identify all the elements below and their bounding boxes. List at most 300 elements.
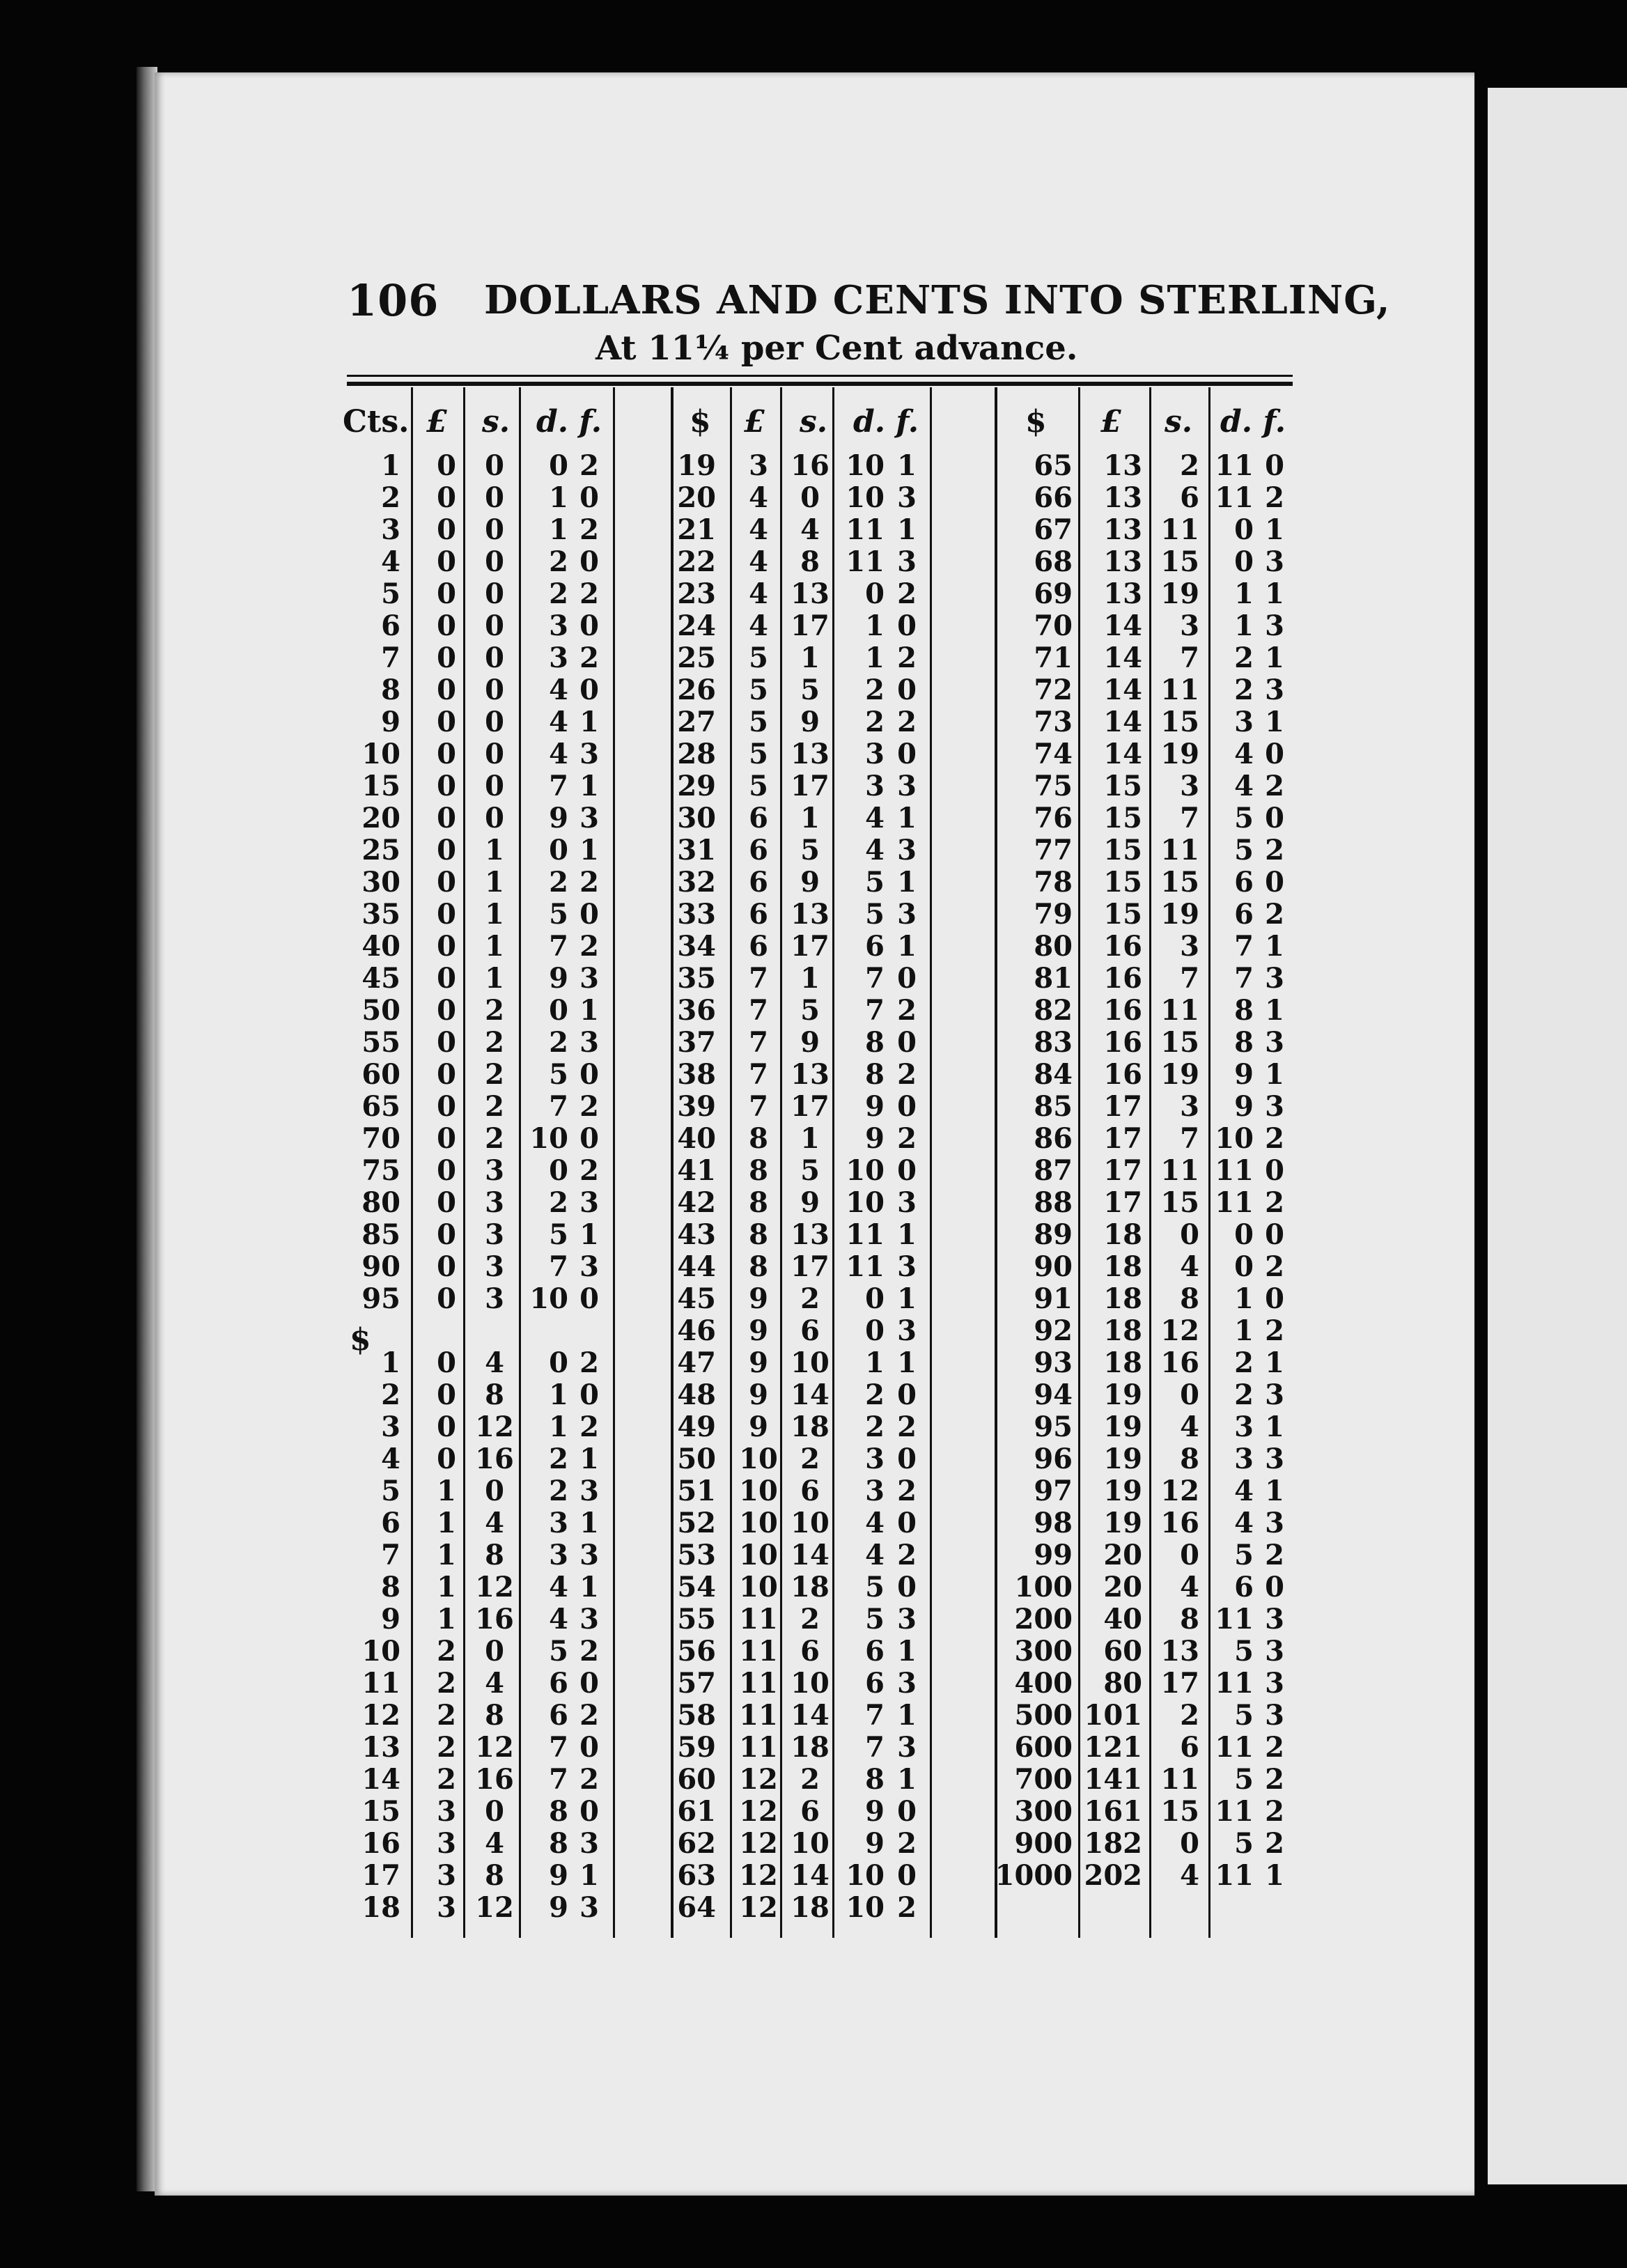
farthing-cell: 0 [1265,1218,1284,1251]
dollar-cell: 56 [677,1635,716,1668]
farthing-cell: 1 [1265,1058,1284,1091]
pound-cell: 4 [749,545,768,578]
pound-cell: 6 [749,802,768,834]
pence-cell: 9 [1234,1058,1254,1091]
page-number: 106 [347,275,439,326]
farthing-cell: 2 [1265,1122,1284,1155]
pound-cell: 18 [1103,1346,1142,1379]
shilling-cell: 4 [1180,1411,1199,1443]
pound-cell: 7 [749,1058,768,1091]
pence-cell: 9 [1234,1090,1254,1123]
cents-cell: 70 [361,1122,400,1155]
pound-cell: 15 [1103,834,1142,867]
pound-cell: 19 [1103,1443,1142,1475]
farthing-cell: 3 [579,962,599,995]
pound-cell: 0 [437,1250,456,1283]
dollar-cell: 700 [1014,1763,1073,1796]
cents-cell: 65 [361,1090,400,1123]
cents-cell: 6 [381,609,400,642]
dollar-cell: 60 [677,1763,716,1796]
cents-cell: 14 [361,1763,400,1796]
cents-cell: 8 [381,674,400,706]
pence-cell: 3 [549,642,568,674]
pence-cell: 6 [549,1699,568,1732]
shilling-cell: 3 [485,1186,504,1219]
dollar-cell: 94 [1034,1378,1073,1411]
farthing-cell: 1 [1265,1346,1284,1379]
shilling-cell: 2 [800,1763,820,1796]
cents-cell: 5 [381,577,400,610]
pence-cell: 11 [846,1218,885,1251]
farthing-cell: 3 [1265,1699,1284,1732]
pound-cell: 0 [437,738,456,770]
dollar-cell: 300 [1014,1795,1073,1828]
shilling-cell: 14 [791,1859,830,1892]
pound-cell: 3 [437,1891,456,1924]
dollar-cell: 43 [677,1218,716,1251]
shilling-cell: 13 [791,738,830,770]
farthing-cell: 3 [897,545,917,578]
pound-cell: 0 [437,545,456,578]
dollar-cell: 29 [677,770,716,802]
pence-cell: 7 [549,770,568,802]
farthing-cell: 2 [579,577,599,610]
farthing-cell: 1 [579,1218,599,1251]
pence-cell: 9 [865,1827,885,1860]
pound-cell: 0 [437,866,456,899]
dollar-cell: 23 [677,577,716,610]
shilling-cell: 16 [475,1763,514,1796]
pound-cell: 0 [437,706,456,738]
shilling-cell: 1 [800,642,820,674]
dollar-cell: 84 [1034,1058,1073,1091]
farthing-cell: 2 [897,994,917,1027]
pound-cell: 8 [749,1122,768,1155]
farthing-cell: 0 [579,898,599,931]
pound-cell: 5 [749,642,768,674]
dollar-cell: 24 [677,609,716,642]
farthing-cell: 2 [579,1346,599,1379]
dollar-cell: 70 [1034,609,1073,642]
dollar-cell: 89 [1034,1218,1073,1251]
pound-cell: 17 [1103,1090,1142,1123]
pound-cell: 12 [739,1763,778,1796]
pence-cell: 4 [865,834,885,867]
pound-cell: 6 [749,898,768,931]
cents-cell: 40 [361,930,400,963]
dollar-cell: 87 [1034,1154,1073,1187]
pound-cell: 80 [1103,1667,1142,1700]
dollar-cell: 93 [1034,1346,1073,1379]
shilling-cell: 0 [485,642,504,674]
shilling-cell: 0 [485,577,504,610]
pence-cell: 8 [549,1827,568,1860]
shilling-cell: 5 [800,994,820,1027]
pence-cell: 9 [865,1090,885,1123]
shilling-cell: 2 [1180,449,1199,482]
farthing-cell: 3 [897,1314,917,1347]
dollar-cell: 47 [677,1346,716,1379]
shilling-cell: 11 [1160,994,1199,1027]
pound-cell: 11 [739,1667,778,1700]
shilling-cell: 0 [485,802,504,834]
pound-cell: 4 [749,513,768,546]
shilling-cell: 16 [475,1603,514,1636]
farthing-cell: 1 [897,1218,917,1251]
pound-cell: 182 [1084,1827,1142,1860]
pence-cell: 1 [865,1346,885,1379]
pound-cell: 5 [749,706,768,738]
header-dollar: $ [1025,404,1047,440]
pound-cell: 8 [749,1218,768,1251]
shilling-cell: 0 [485,738,504,770]
farthing-cell: 2 [897,1475,917,1507]
cents-cell: 2 [381,1378,400,1411]
dollar-cell: 58 [677,1699,716,1732]
page-title: DOLLARS AND CENTS INTO STERLING, [484,277,1391,323]
dollar-cell: 31 [677,834,716,867]
farthing-cell: 0 [1265,1154,1284,1187]
pence-cell: 0 [549,1346,568,1379]
pound-cell: 7 [749,1090,768,1123]
pence-cell: 4 [865,802,885,834]
pound-cell: 5 [749,738,768,770]
shilling-cell: 3 [1180,930,1199,963]
dollar-cell: 51 [677,1475,716,1507]
shilling-cell: 8 [485,1539,504,1571]
pound-cell: 9 [749,1378,768,1411]
dollar-cell: 85 [1034,1090,1073,1123]
pound-cell: 3 [437,1827,456,1860]
shilling-cell: 19 [1160,1058,1199,1091]
pence-cell: 4 [549,674,568,706]
pence-cell: 6 [865,930,885,963]
pound-cell: 13 [1103,577,1142,610]
dollar-cell: 92 [1034,1314,1073,1347]
dollar-cell: 67 [1034,513,1073,546]
cents-cell: 2 [381,481,400,514]
cents-cell: 4 [381,545,400,578]
dollar-cell: 79 [1034,898,1073,931]
pence-cell: 1 [1234,609,1254,642]
pound-cell: 8 [749,1250,768,1283]
dollar-cell: 75 [1034,770,1073,802]
pound-cell: 15 [1103,866,1142,899]
pound-cell: 5 [749,770,768,802]
shilling-cell: 0 [485,1475,504,1507]
farthing-cell: 2 [579,866,599,899]
pence-cell: 1 [549,1411,568,1443]
pound-cell: 18 [1103,1218,1142,1251]
pound-cell: 0 [437,642,456,674]
cents-cell: 3 [381,513,400,546]
pound-cell: 0 [437,930,456,963]
shilling-cell: 3 [485,1154,504,1187]
pound-cell: 10 [739,1443,778,1475]
farthing-cell: 2 [579,1635,599,1668]
farthing-cell: 2 [1265,481,1284,514]
pence-cell: 0 [549,994,568,1027]
pence-cell: 5 [1234,834,1254,867]
farthing-cell: 2 [579,1154,599,1187]
pence-cell: 3 [549,1539,568,1571]
cents-cell: 35 [361,898,400,931]
pence-cell: 0 [549,834,568,867]
pence-cell: 6 [1234,898,1254,931]
dollar-cell: 88 [1034,1186,1073,1219]
shilling-cell: 13 [791,1058,830,1091]
pound-cell: 60 [1103,1635,1142,1668]
farthing-cell: 1 [897,513,917,546]
farthing-cell: 0 [579,481,599,514]
shilling-cell: 0 [485,770,504,802]
pence-cell: 6 [1234,1571,1254,1603]
pound-cell: 1 [437,1571,456,1603]
pound-cell: 101 [1084,1699,1142,1732]
farthing-cell: 2 [897,1891,917,1924]
dollar-cell: 500 [1014,1699,1073,1732]
pence-cell: 1 [549,481,568,514]
pound-cell: 0 [437,1058,456,1091]
pound-cell: 16 [1103,1058,1142,1091]
shilling-cell: 2 [800,1443,820,1475]
pound-cell: 12 [739,1827,778,1860]
pence-cell: 10 [529,1122,568,1155]
shilling-cell: 0 [485,513,504,546]
farthing-cell: 2 [897,642,917,674]
pound-cell: 9 [749,1411,768,1443]
pound-cell: 2 [437,1667,456,1700]
shilling-cell: 18 [791,1411,830,1443]
pound-cell: 11 [739,1635,778,1668]
pound-cell: 0 [437,609,456,642]
pound-cell: 17 [1103,1122,1142,1155]
farthing-cell: 0 [897,1026,917,1059]
pence-cell: 3 [1234,1411,1254,1443]
shilling-cell: 6 [1180,481,1199,514]
dollar-cell: 33 [677,898,716,931]
shilling-cell: 2 [485,1058,504,1091]
header-pence-farthing: d. f. [536,404,602,440]
pound-cell: 0 [437,1186,456,1219]
dollar-cell: 35 [677,962,716,995]
pence-cell: 7 [865,962,885,995]
pound-cell: 8 [749,1154,768,1187]
shilling-cell: 15 [1160,706,1199,738]
farthing-cell: 2 [579,930,599,963]
pound-cell: 0 [437,770,456,802]
pound-cell: 10 [739,1571,778,1603]
pence-cell: 7 [549,1250,568,1283]
farthing-cell: 2 [897,1827,917,1860]
cents-cell: 9 [381,1603,400,1636]
shilling-cell: 8 [485,1699,504,1732]
cents-cell: 8 [381,1571,400,1603]
pound-cell: 0 [437,834,456,867]
pence-cell: 5 [549,1218,568,1251]
dollar-cell: 52 [677,1507,716,1539]
pence-cell: 0 [865,1282,885,1315]
farthing-cell: 2 [1265,834,1284,867]
cents-cell: 80 [361,1186,400,1219]
pound-cell: 0 [437,481,456,514]
dollar-cell: 86 [1034,1122,1073,1155]
shilling-cell: 4 [485,1346,504,1379]
dollar-cell: 55 [677,1603,716,1636]
shilling-cell: 3 [1180,609,1199,642]
farthing-cell: 0 [1265,866,1284,899]
pence-cell: 11 [1215,1859,1254,1892]
farthing-cell: 0 [579,1795,599,1828]
shilling-cell: 3 [485,1218,504,1251]
farthing-cell: 0 [579,1058,599,1091]
farthing-cell: 3 [579,802,599,834]
shilling-cell: 13 [791,1218,830,1251]
cents-cell: 13 [361,1731,400,1764]
shilling-cell: 17 [791,609,830,642]
pound-cell: 0 [437,1154,456,1187]
pence-cell: 2 [549,866,568,899]
shilling-cell: 4 [485,1507,504,1539]
farthing-cell: 3 [1265,1378,1284,1411]
pence-cell: 0 [1234,1218,1254,1251]
shilling-cell: 0 [485,481,504,514]
pound-cell: 141 [1084,1763,1142,1796]
pound-cell: 11 [739,1731,778,1764]
shilling-cell: 0 [485,609,504,642]
header-dollar: $ [690,404,711,440]
dollar-cell: 37 [677,1026,716,1059]
shilling-cell: 4 [1180,1250,1199,1283]
cents-cell: 50 [361,994,400,1027]
dollar-cell: 61 [677,1795,716,1828]
farthing-cell: 0 [1265,738,1284,770]
farthing-cell: 3 [579,1827,599,1860]
pence-cell: 1 [549,513,568,546]
pound-cell: 12 [739,1891,778,1924]
pence-cell: 8 [865,1026,885,1059]
pound-cell: 7 [749,1026,768,1059]
pence-cell: 4 [1234,1475,1254,1507]
farthing-cell: 2 [579,1090,599,1123]
farthing-cell: 0 [579,609,599,642]
dollar-cell: 68 [1034,545,1073,578]
pence-cell: 4 [549,1571,568,1603]
dollar-cell: 32 [677,866,716,899]
shilling-cell: 2 [485,1090,504,1123]
dollar-cell: 1000 [995,1859,1073,1892]
header-shilling: s. [482,404,511,440]
farthing-cell: 2 [579,1411,599,1443]
farthing-cell: 1 [579,1571,599,1603]
pence-cell: 7 [549,1090,568,1123]
farthing-cell: 1 [1265,930,1284,963]
farthing-cell: 1 [897,1763,917,1796]
cents-cell: 15 [361,1795,400,1828]
farthing-cell: 2 [897,1411,917,1443]
pence-cell: 1 [549,1378,568,1411]
shilling-cell: 0 [485,674,504,706]
pound-cell: 20 [1103,1539,1142,1571]
farthing-cell: 3 [1265,545,1284,578]
farthing-cell: 3 [897,481,917,514]
pence-cell: 10 [846,1891,885,1924]
page-subtitle: At 11¼ per Cent advance. [595,329,1078,368]
shilling-cell: 19 [1160,738,1199,770]
shilling-cell: 0 [485,706,504,738]
pence-cell: 5 [549,1058,568,1091]
farthing-cell: 3 [897,770,917,802]
shilling-cell: 14 [791,1378,830,1411]
shilling-cell: 1 [800,962,820,995]
pence-cell: 2 [549,545,568,578]
farthing-cell: 3 [897,898,917,931]
pence-cell: 5 [1234,1699,1254,1732]
pound-cell: 0 [437,1346,456,1379]
pence-cell: 9 [865,1122,885,1155]
header-rule-thick [347,382,1293,386]
farthing-cell: 0 [897,1443,917,1475]
shilling-cell: 17 [791,1090,830,1123]
pence-cell: 0 [865,1314,885,1347]
farthing-cell: 1 [1265,994,1284,1027]
shilling-cell: 15 [1160,545,1199,578]
dollar-cell: 83 [1034,1026,1073,1059]
pence-cell: 11 [846,513,885,546]
shilling-cell: 13 [791,577,830,610]
farthing-cell: 0 [897,1090,917,1123]
dollar-cell: 96 [1034,1443,1073,1475]
pound-cell: 0 [437,1282,456,1315]
dollar-cell: 21 [677,513,716,546]
pound-cell: 4 [749,481,768,514]
farthing-cell: 2 [897,1539,917,1571]
farthing-cell: 2 [579,1699,599,1732]
pound-cell: 0 [437,1218,456,1251]
pound-cell: 14 [1103,642,1142,674]
farthing-cell: 0 [897,609,917,642]
farthing-cell: 0 [897,962,917,995]
pound-cell: 161 [1084,1795,1142,1828]
shilling-cell: 0 [1180,1827,1199,1860]
shilling-cell: 7 [1180,802,1199,834]
pence-cell: 1 [865,609,885,642]
shilling-cell: 8 [485,1378,504,1411]
shilling-cell: 6 [800,1314,820,1347]
dollar-cell: 98 [1034,1507,1073,1539]
column-divider [411,387,413,1938]
cents-cell: 25 [361,834,400,867]
farthing-cell: 2 [1265,1731,1284,1764]
cents-cell: 18 [361,1891,400,1924]
pence-cell: 8 [865,1763,885,1796]
pence-cell: 0 [1234,513,1254,546]
dollar-cell: 41 [677,1154,716,1187]
pound-cell: 19 [1103,1475,1142,1507]
pound-cell: 15 [1103,898,1142,931]
farthing-cell: 2 [1265,1186,1284,1219]
shilling-cell: 6 [800,1635,820,1668]
farthing-cell: 3 [1265,1635,1284,1668]
dollar-cell: 66 [1034,481,1073,514]
cents-cell: 10 [361,1635,400,1668]
facing-page-edge [1488,88,1627,2184]
pound-cell: 11 [739,1603,778,1636]
shilling-cell: 8 [1180,1603,1199,1636]
dollar-cell: 65 [1034,449,1073,482]
pound-cell: 13 [1103,449,1142,482]
shilling-cell: 17 [791,930,830,963]
